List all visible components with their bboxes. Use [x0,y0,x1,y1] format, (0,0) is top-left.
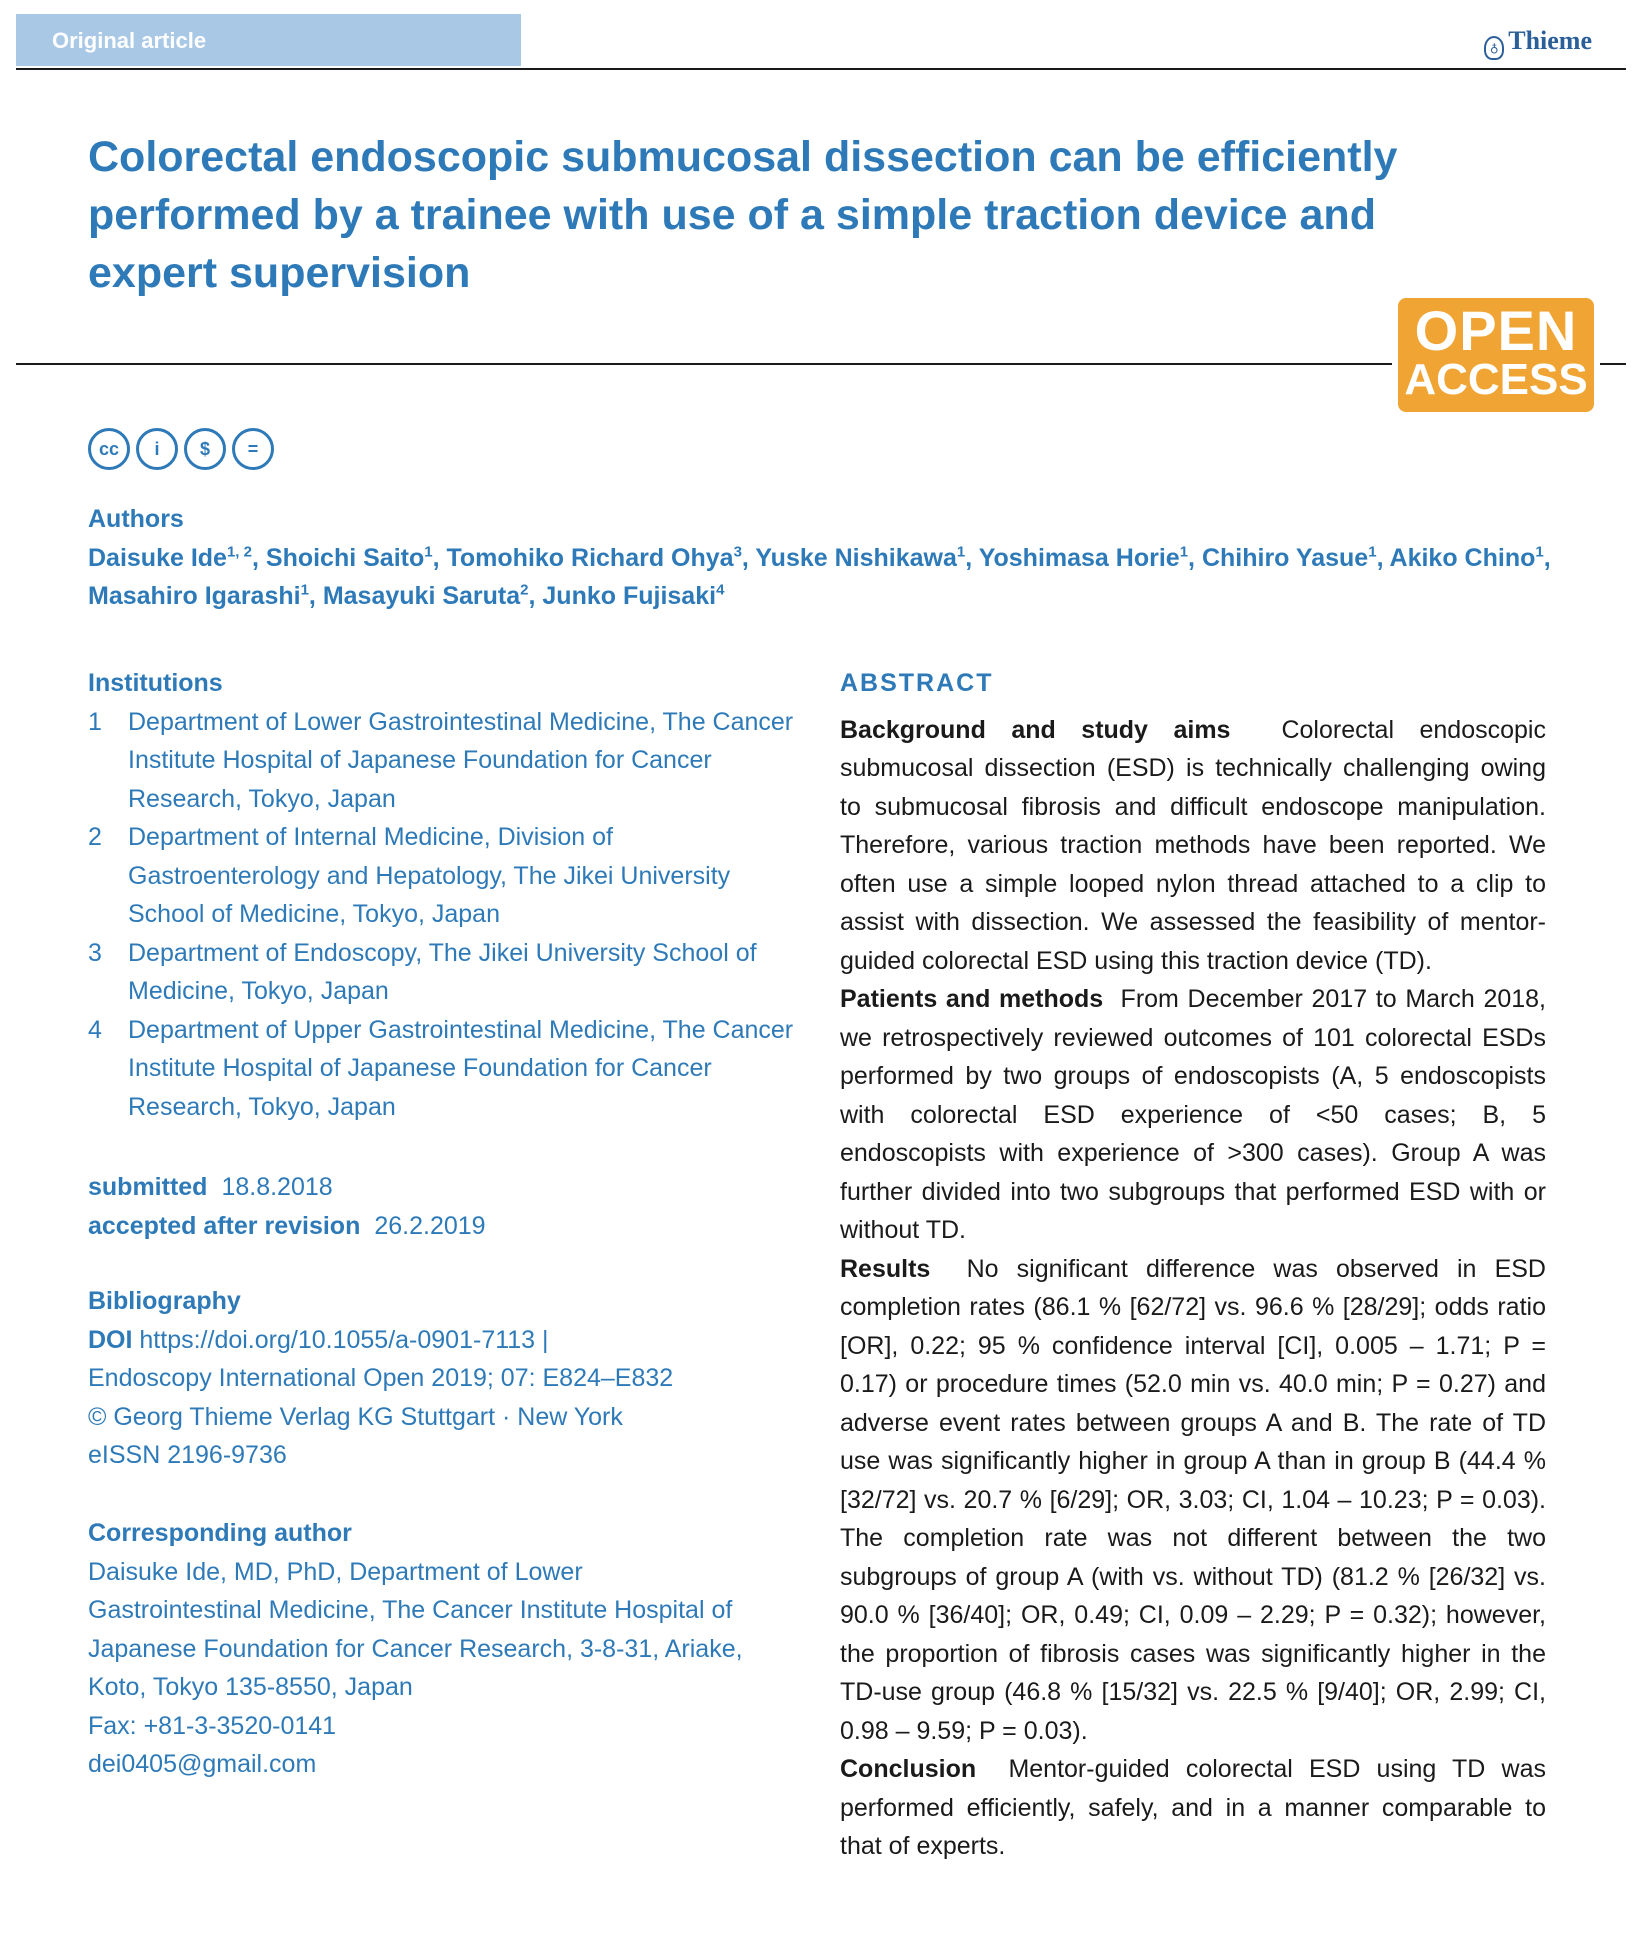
authors-section [88,500,1568,616]
author-affiliation: 1 [1179,543,1189,561]
institutions-section [88,664,808,1126]
author-name: Tomohiko Richard Ohya [446,543,734,572]
abstract-heading: ABSTRACT [840,669,994,697]
author-affiliation: 4 [716,581,725,599]
doi-link[interactable]: https://doi.org/10.1055/a-0901-7113 | [139,1325,549,1354]
author-name: Yoshimasa Horie [978,543,1180,572]
abstract-background: Background and study aims Colorectal endoscopic submucosal dissection (ESD) is technically challenging owing to submucosal fibrosis and difficult endoscope manipulation. Therefore, various traction methods have been reported. We often use a simple looped nylon thread attached to a clip to assist with dissection. We assessed the feasibility of mentor-guided colorectal ESD using this traction device (TD). [840,715,1546,975]
copyright: © Georg Thieme Verlag KG Stuttgart · New York [88,1402,623,1431]
accepted-date: 26.2.2019 [374,1211,486,1240]
author-separator: , [741,543,756,572]
dates-section [88,1168,808,1245]
institution-number: 2 [88,823,102,851]
author-affiliation: 1 [424,543,433,561]
author-affiliation: 3 [733,543,742,561]
open-access-line2: ACCESS [1404,355,1588,404]
institution-number: 4 [88,1015,102,1044]
author-separator: , [1188,543,1202,572]
thieme-logo-icon: ♁ [1484,36,1504,60]
abstract-conclusion: Conclusion Mentor-guided colorectal ESD using TD was performed efficiently, safely, and in a manner comparable to that of experts. [840,1755,1546,1860]
corresponding-line: Koto, Tokyo 135-8550, Japan [88,1673,413,1701]
author-affiliation: 1, 2 [226,543,252,561]
institution-list [88,703,808,1127]
institution-item [88,703,808,819]
publisher-name: Thieme [1508,26,1592,55]
author-separator: , [251,543,266,572]
author-name: Masayuki Saruta [322,582,521,610]
author-affiliation: 1 [1535,543,1544,561]
author-separator: , [1543,543,1551,572]
author-separator: , [308,582,323,610]
doi-row [88,1321,808,1360]
author-name: Daisuke Ide [88,543,227,572]
institutions-heading: Institutions [88,669,223,697]
nc-icon: $ [184,428,226,470]
eissn: eISSN 2196-9736 [88,1441,287,1469]
institution-text: Department of Lower Gastrointestinal Medicine, The Cancer Institute Hospital of Japanese Foundation for Cancer Research, Tokyo, Japan [128,707,794,813]
corresponding-line: Gastrointestinal Medicine, The Cancer Institute Hospital of [88,1596,733,1624]
journal-citation: Endoscopy International Open 2019; 07: E824–E832 [88,1364,674,1392]
email-link[interactable]: dei0405@gmail.com [88,1750,317,1778]
accepted-row [88,1207,808,1246]
author-affiliation: 1 [956,543,966,561]
author-name: Shoichi Saito [265,543,425,572]
article-type-label: Original article [52,28,207,53]
submitted-date: 18.8.2018 [221,1173,333,1201]
corresponding-line: Daisuke Ide, MD, PhD, Department of Lower [88,1557,583,1586]
author-affiliation: 2 [520,581,529,599]
institution-number: 1 [88,707,102,736]
corresponding-heading: Corresponding author [88,1519,352,1547]
author-separator: , [1376,543,1390,572]
license-icons [88,428,274,470]
author-name: Junko Fujisaki [542,582,717,610]
author-separator: , [528,582,543,610]
author-name: Masahiro Igarashi [88,582,301,610]
author-name: Chihiro Yasue [1201,543,1369,572]
article-title: Colorectal endoscopic submucosal dissection can be efficiently performed by a trainee with use of a simple traction device and expert supervision [88,133,1398,297]
institution-item [88,934,808,1011]
bibliography-heading: Bibliography [88,1287,241,1315]
open-access-badge [1392,292,1600,418]
submitted-label: submitted [88,1173,208,1201]
author-separator: , [432,543,447,572]
header-divider [16,68,1626,70]
institution-text: Department of Endoscopy, The Jikei University School of Medicine, Tokyo, Japan [128,938,757,1005]
by-icon: i [136,428,178,470]
publisher-logo [1484,26,1592,60]
institution-text: Department of Upper Gastrointestinal Medicine, The Cancer Institute Hospital of Japanese Foundation for Cancer Research, Tokyo, Japan [128,1015,794,1121]
institution-item [88,1011,808,1127]
doi-label: DOI [88,1325,133,1354]
submitted-row [88,1168,808,1207]
institution-number: 3 [88,938,102,967]
cc-icon: cc [88,428,130,470]
author-separator: , [965,543,979,572]
author-name: Yuske Nishikawa [755,543,957,572]
author-affiliation: 1 [300,581,309,599]
corresponding-author-section [88,1514,808,1784]
author-name: Akiko Chino [1389,543,1536,572]
title-divider [16,363,1626,365]
author-affiliation: 1 [1368,543,1377,561]
abstract-results: Results No significant difference was observed in ESD completion rates (86.1 % [62/72] vs. 96.6 % [28/29]; odds ratio [OR], 0.22; 95 % confidence interval [CI], 0.005 – 1.71; P = 0.17) or procedure times (52.0 min vs. 40.0 min; P = 0.27) and adverse event rates between groups A and B. The rate of TD use was significantly higher in group A than in group B (44.4 % [32/72] vs. 20.7 % [6/29]; OR, 3.03; CI, 1.04 – 10.23; P = 0.03). The completion rate was not different between the two subgroups of group A (with vs. without TD) (81.2 % [26/32] vs. 90.0 % [36/40]; OR, 0.49; CI, 0.09 – 2.29; P = 0.32); however, the proportion of fibrosis cases was significantly higher in the TD-use group (46.8 % [15/32] vs. 22.5 % [9/40]; OR, 2.99; CI, 0.98 – 9.59; P = 0.03). [840,1254,1546,1745]
accepted-label: accepted after revision [88,1211,361,1240]
fax-number: Fax: +81-3-3520-0141 [88,1711,337,1740]
author-list [88,539,1568,616]
institution-item [88,818,808,934]
article-type-bar [16,14,521,66]
corresponding-line: Japanese Foundation for Cancer Research, 3-8-31, Ariake, [88,1634,743,1663]
bibliography-section [88,1282,808,1475]
authors-heading: Authors [88,505,184,533]
nd-icon: = [232,428,274,470]
institution-text: Department of Internal Medicine, Division of Gastroenterology and Hepatology, The Jikei University School of Medicine, Tokyo, Japan [128,823,731,928]
abstract-methods: Patients and methods From December 2017 to March 2018, we retrospectively reviewed outcomes of 101 colorectal ESDs performed by two groups of endoscopists (A, 5 endoscopists with colorectal ESD experience of <50 cases; B, 5 endoscopists with experience of >300 cases). Group A was further divided into two subgroups that performed ESD with or without TD. [840,985,1546,1244]
abstract-section [840,664,1546,1866]
open-access-line1: OPEN [1414,299,1578,362]
